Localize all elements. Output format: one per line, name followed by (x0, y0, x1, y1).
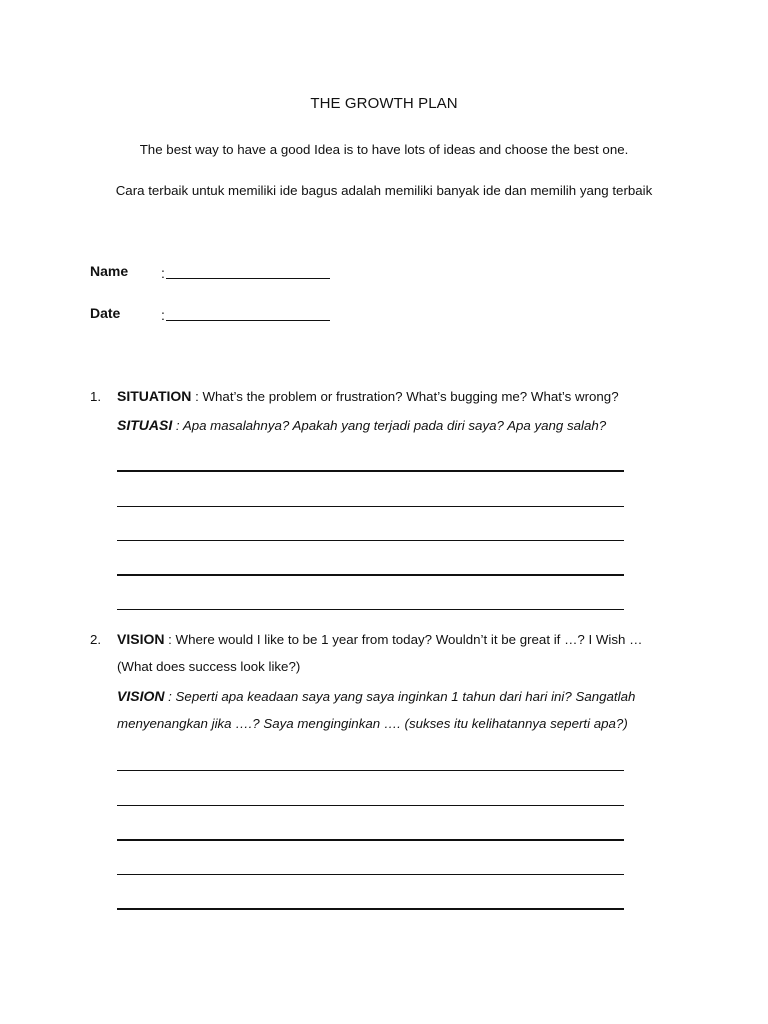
question-1-indonesian (117, 417, 606, 433)
quote-english: The best way to have a good Idea is to have lots of ideas and choose the best one. (139, 142, 629, 157)
question-1-number: 1. (90, 389, 102, 404)
date-colon: : (161, 307, 165, 323)
question-2-heading-en: VISION (117, 631, 165, 647)
answer-line-1-1[interactable] (117, 470, 624, 472)
name-label: Name (90, 263, 129, 279)
quote-indonesian: Cara terbaik untuk memiliki ide bagus adalah memiliki banyak ide dan memilih yang terbaik (115, 183, 653, 198)
question-2-text-en: : Where would I like to be 1 year from today? Wouldn’t it be great if …? I Wish … (164, 632, 643, 647)
question-2-english (117, 631, 642, 647)
name-colon: : (161, 265, 165, 281)
question-2-english-cont: (What does success look like?) (117, 659, 301, 674)
question-1-english (117, 388, 619, 404)
question-2-indonesian-cont: menyenangkan jika ….? Saya menginginkan …. (sukses itu kelihatannya seperti apa?) (117, 716, 628, 731)
answer-line-2-3[interactable] (117, 839, 624, 841)
question-1-text-en: : What’s the problem or frustration? What’s bugging me? What’s wrong? (191, 389, 619, 404)
answer-line-2-2[interactable] (117, 805, 624, 806)
question-2-heading-id: VISION (117, 688, 165, 704)
answer-line-1-4[interactable] (117, 574, 624, 576)
date-label: Date (90, 305, 121, 321)
question-2-number: 2. (90, 632, 102, 647)
answer-line-2-4[interactable] (117, 874, 624, 875)
name-field-line[interactable] (166, 278, 330, 279)
answer-line-1-3[interactable] (117, 540, 624, 541)
answer-line-1-2[interactable] (117, 506, 624, 507)
question-1-heading-id: SITUASI (117, 417, 173, 433)
question-2-text-id: : Seperti apa keadaan saya yang saya inginkan 1 tahun dari hari ini? Sangatlah (164, 689, 636, 704)
page-title: THE GROWTH PLAN (310, 95, 458, 112)
answer-line-2-5[interactable] (117, 908, 624, 910)
question-2-indonesian (117, 688, 635, 704)
answer-line-2-1[interactable] (117, 770, 624, 771)
question-1-heading-en: SITUATION (117, 388, 192, 404)
answer-line-1-5[interactable] (117, 609, 624, 610)
question-1-text-id: : Apa masalahnya? Apakah yang terjadi pada diri saya? Apa yang salah? (172, 418, 607, 433)
date-field-line[interactable] (166, 320, 330, 321)
